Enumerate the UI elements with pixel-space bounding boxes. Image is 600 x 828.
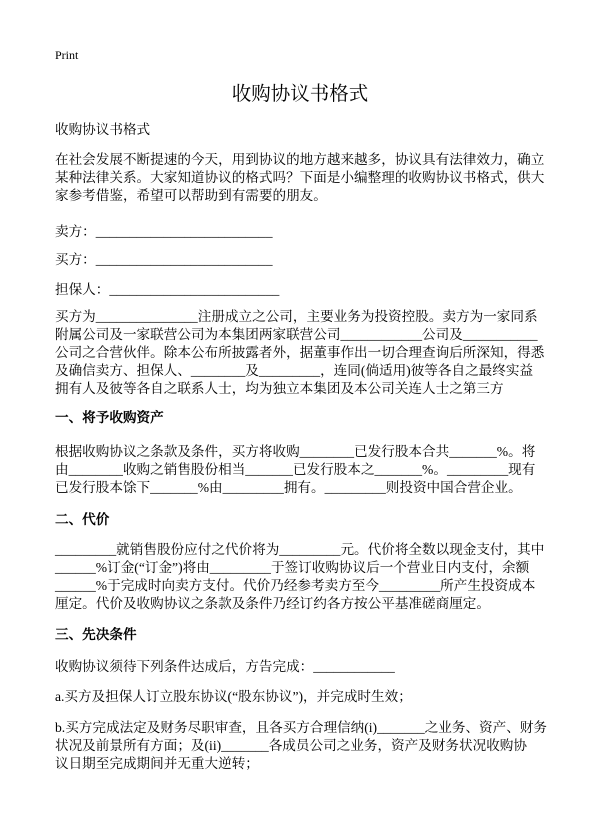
intro-line: 某种法律关系。大家知道协议的格式吗？下面是小编整理的收购协议书格式，供大 [55, 170, 545, 185]
section-body-consideration [55, 541, 555, 613]
body-line: _________就销售股份应付之代价将为_________元。代价将全数以现金支付，其中 [55, 542, 545, 557]
body-line: b.买方完成法定及财务尽职审查，且各买方合理信纳(i)_______之业务、资产、财务 [55, 720, 548, 735]
conditions-intro: 收购协议须待下列条件达成后，方告完成：____________ [55, 659, 395, 674]
document-subtitle: 收购协议书格式 [55, 122, 151, 137]
guarantor-blank-line: 担保人：_________________________ [55, 282, 280, 297]
body-line: ______%订金(“订金”)将由_________于签订收购协议后一个营业日内支付，余额 [55, 560, 530, 575]
seller-blank-line: 卖方：__________________________ [55, 224, 273, 239]
background-paragraph [55, 308, 555, 398]
section-body-assets [55, 443, 555, 497]
body-line: 议日期至完成期间并无重大逆转； [55, 756, 259, 771]
body-line: 根据收购协议之条款及条件，买方将收购________已发行股本合共_______%。将 [55, 444, 536, 459]
section-heading-assets: 一、将予收购资产 [55, 410, 164, 425]
body-line: ______%于完成时向卖方支付。代价乃经参考卖方至今_________所产生投资成本 [55, 578, 536, 593]
intro-paragraph [55, 151, 555, 205]
body-line: 状况及前景所有方面；及(ii)_______各成员公司之业务，资产及财务状况收购协 [55, 738, 527, 753]
condition-item-a: a.买方及担保人订立股东协议(“股东协议”)，并完成时生效； [55, 689, 412, 704]
body-line: 已发行股本馀下_______%由_________拥有。_________则投资中国合营企业。 [55, 480, 522, 495]
intro-line: 在社会发展不断提速的今天，用到协议的地方越来越多，协议具有法律效力，确立 [55, 152, 545, 167]
section-heading-consideration: 二、代价 [55, 512, 110, 527]
print-link[interactable]: Print [55, 48, 79, 62]
body-line: 及确信卖方、担保人、________及_________，连同(倘适用)彼等各自之最终实益 [55, 363, 534, 378]
body-line: 附属公司及一家联营公司为本集团两家联营公司____________公司及___________ [55, 327, 538, 342]
section-heading-conditions: 三、先决条件 [55, 627, 137, 642]
body-line: 拥有人及彼等各自之联系人士，均为独立本集团及本公司关连人士之第三方 [55, 381, 504, 396]
body-line: 公司之合营伙伴。除本公布所披露者外，据董事作出一切合理查询后所深知，得悉 [55, 345, 545, 360]
condition-item-b [55, 719, 555, 773]
body-line: 由________收购之销售股份相当_______已发行股本之_______%。_________现有 [55, 462, 536, 477]
intro-line: 家参考借鉴，希望可以帮助到有需要的朋友。 [55, 188, 327, 203]
body-line: 买方为_______________注册成立之公司，主要业务为投资控股。卖方为一家同系 [55, 309, 538, 324]
buyer-blank-line: 买方：__________________________ [55, 252, 273, 267]
body-line: 厘定。代价及收购协议之条款及条件乃经订约各方按公平基准磋商厘定。 [55, 596, 490, 611]
page-title: 收购协议书格式 [231, 84, 369, 105]
